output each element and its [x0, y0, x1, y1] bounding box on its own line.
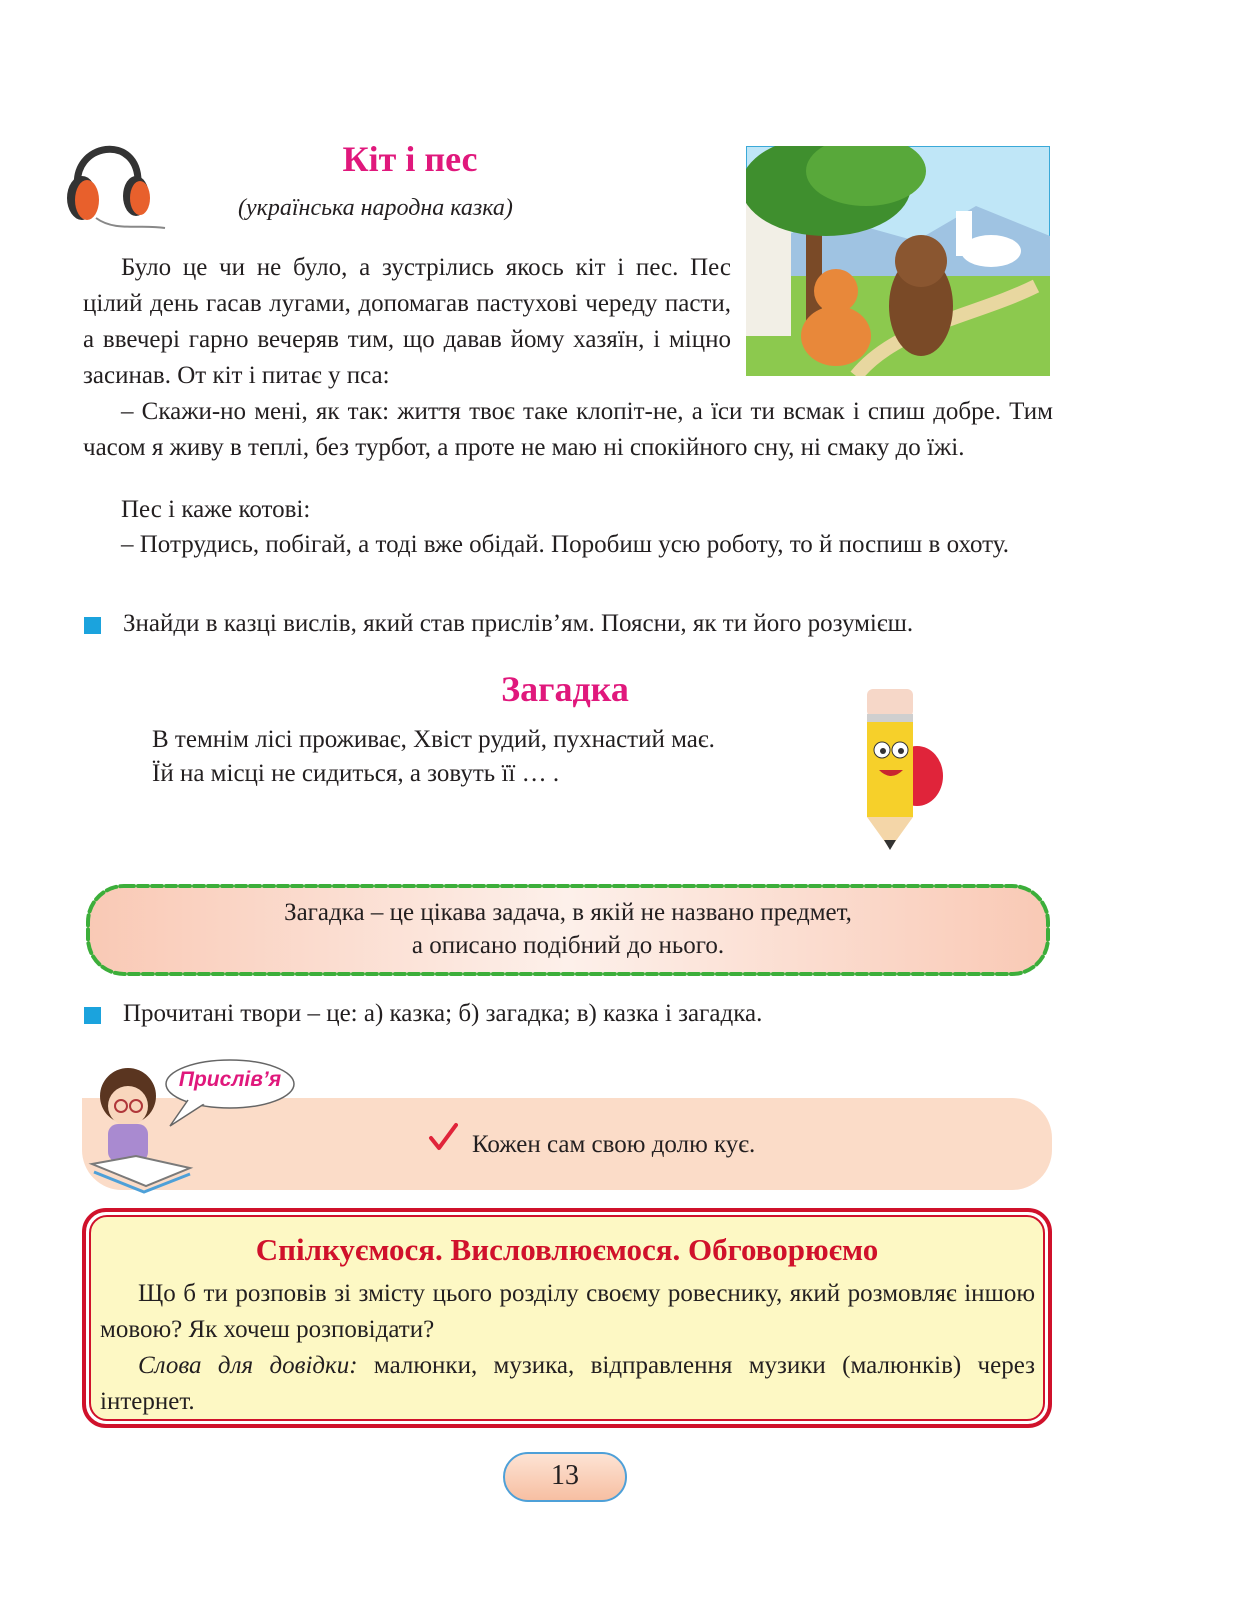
task-bullet: [84, 617, 101, 634]
story-illustration: [746, 146, 1050, 376]
story-paragraph-4: – Потрудись, побігай, а тоді вже обідай. Поробиш усю роботу, то й поспиш в охоту.: [121, 531, 1010, 558]
pencil-character: [855, 684, 945, 854]
riddle-title: Загадка: [501, 669, 629, 709]
proverb-text: Кожен сам свою долю кує.: [472, 1131, 756, 1158]
discussion-hint-text: малюнки, музика, відправлення музики (малюнків) через інтернет.: [100, 1352, 1036, 1415]
riddle-line-2: Їй на місці не сидиться, а зовуть її … .: [152, 760, 560, 787]
checkmark-icon: [428, 1122, 458, 1152]
task-1-text: Знайди в казці вислів, який став прислів’ям. Поясни, як ти його розумієш.: [123, 610, 914, 637]
story-paragraph-2: – Скажи-но мені, як так: життя твоє таке клопіт-не, а їси ти всмак і спиш добре. Тим часом я живу в теплі, без турбот, а проте не маю ні спокійного сну, ні смаку до їжі.: [83, 398, 1053, 461]
story-paragraph-1: Було це чи не було, а зустрілись якось кіт і пес. Пес цілий день гасав лугами, допомагав пастухові череду пасти, а ввечері гарно вечеряв тим, що давав йому хазяїн, і міцно засинав. От кіт і питає у пса:: [83, 254, 731, 389]
story-subtitle: (українська народна казка): [238, 195, 513, 221]
discussion-title: Спілкуємося. Висловлюємося. Обговорюємо: [255, 1232, 879, 1267]
discussion-hint: [100, 1348, 1035, 1420]
task-2-text: Прочитані твори – це: а) казка; б) загадка; в) казка і загадка.: [123, 1000, 763, 1027]
definition-line-1: Загадка – це цікава задача, в якій не названо предмет,: [284, 899, 852, 926]
story-paragraph-3: Пес і каже котові:: [121, 496, 311, 523]
discussion-hint-label: Слова для довідки:: [138, 1352, 358, 1379]
proverb-bubble-label: Прислів’я: [178, 1068, 282, 1091]
definition-line-2: а описано подібний до нього.: [411, 932, 725, 959]
page-number: 13: [551, 1460, 579, 1491]
riddle-line-1: В темнім лісі проживає, Хвіст рудий, пухнастий має.: [152, 726, 715, 753]
task-bullet: [84, 1007, 101, 1024]
discussion-text: Що б ти розповів зі змісту цього розділу своєму ровеснику, який розмовляє іншою мовою? Як хочеш розповідати?: [100, 1280, 1035, 1343]
story-title: Кіт і пес: [342, 139, 478, 179]
headphones-icon: [60, 132, 170, 232]
